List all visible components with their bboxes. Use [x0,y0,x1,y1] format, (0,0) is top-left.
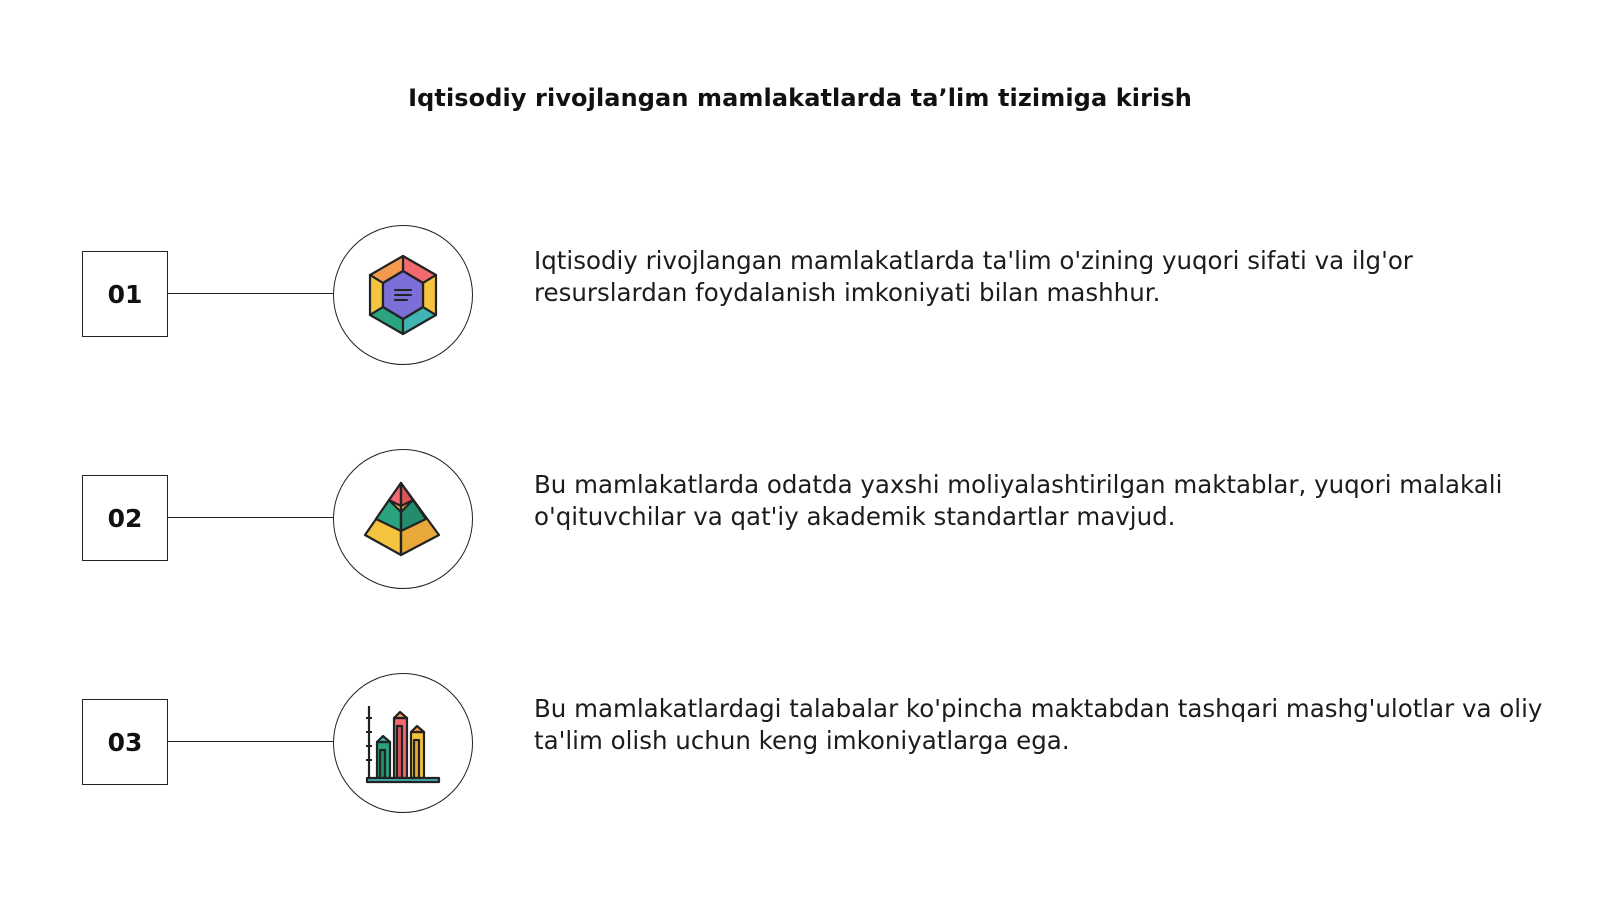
step-row-2 [0,449,1600,589]
step-row-1 [0,225,1600,365]
step-number-box [82,475,168,561]
step-description: Bu mamlakatlardagi talabalar ko'pincha maktabdan tashqari mashg'ulotlar va oliy ta'lim olish uchun keng imkoniyatlarga ega. [534,694,1543,755]
step-number: 01 [107,279,143,309]
step-number-box [82,251,168,337]
page-title: Iqtisodiy rivojlangan mamlakatlarda ta’lim tizimiga kirish [408,84,1192,112]
icon-circle [333,225,473,365]
step-number: 02 [107,503,143,533]
icon-circle [333,673,473,813]
step-description: Bu mamlakatlarda odatda yaxshi moliyalashtirilgan maktablar, yuqori malakali o'qituvchilar va qat'iy akademik standartlar mavjud. [534,470,1503,531]
bar-chart-icon [363,702,443,784]
step-number: 03 [107,727,143,757]
step-description: Iqtisodiy rivojlangan mamlakatlarda ta'lim o'zining yuqori sifati va ilg'or resurslardan foydalanish imkoniyati bilan mashhur. [534,246,1413,307]
icon-circle [333,449,473,589]
connector-line [168,517,334,518]
hexagon-document-icon [365,253,441,337]
step-number-box [82,699,168,785]
connector-line [168,741,334,742]
step-row-3 [0,673,1600,813]
pyramid-icon [363,479,443,559]
connector-line [168,293,334,294]
